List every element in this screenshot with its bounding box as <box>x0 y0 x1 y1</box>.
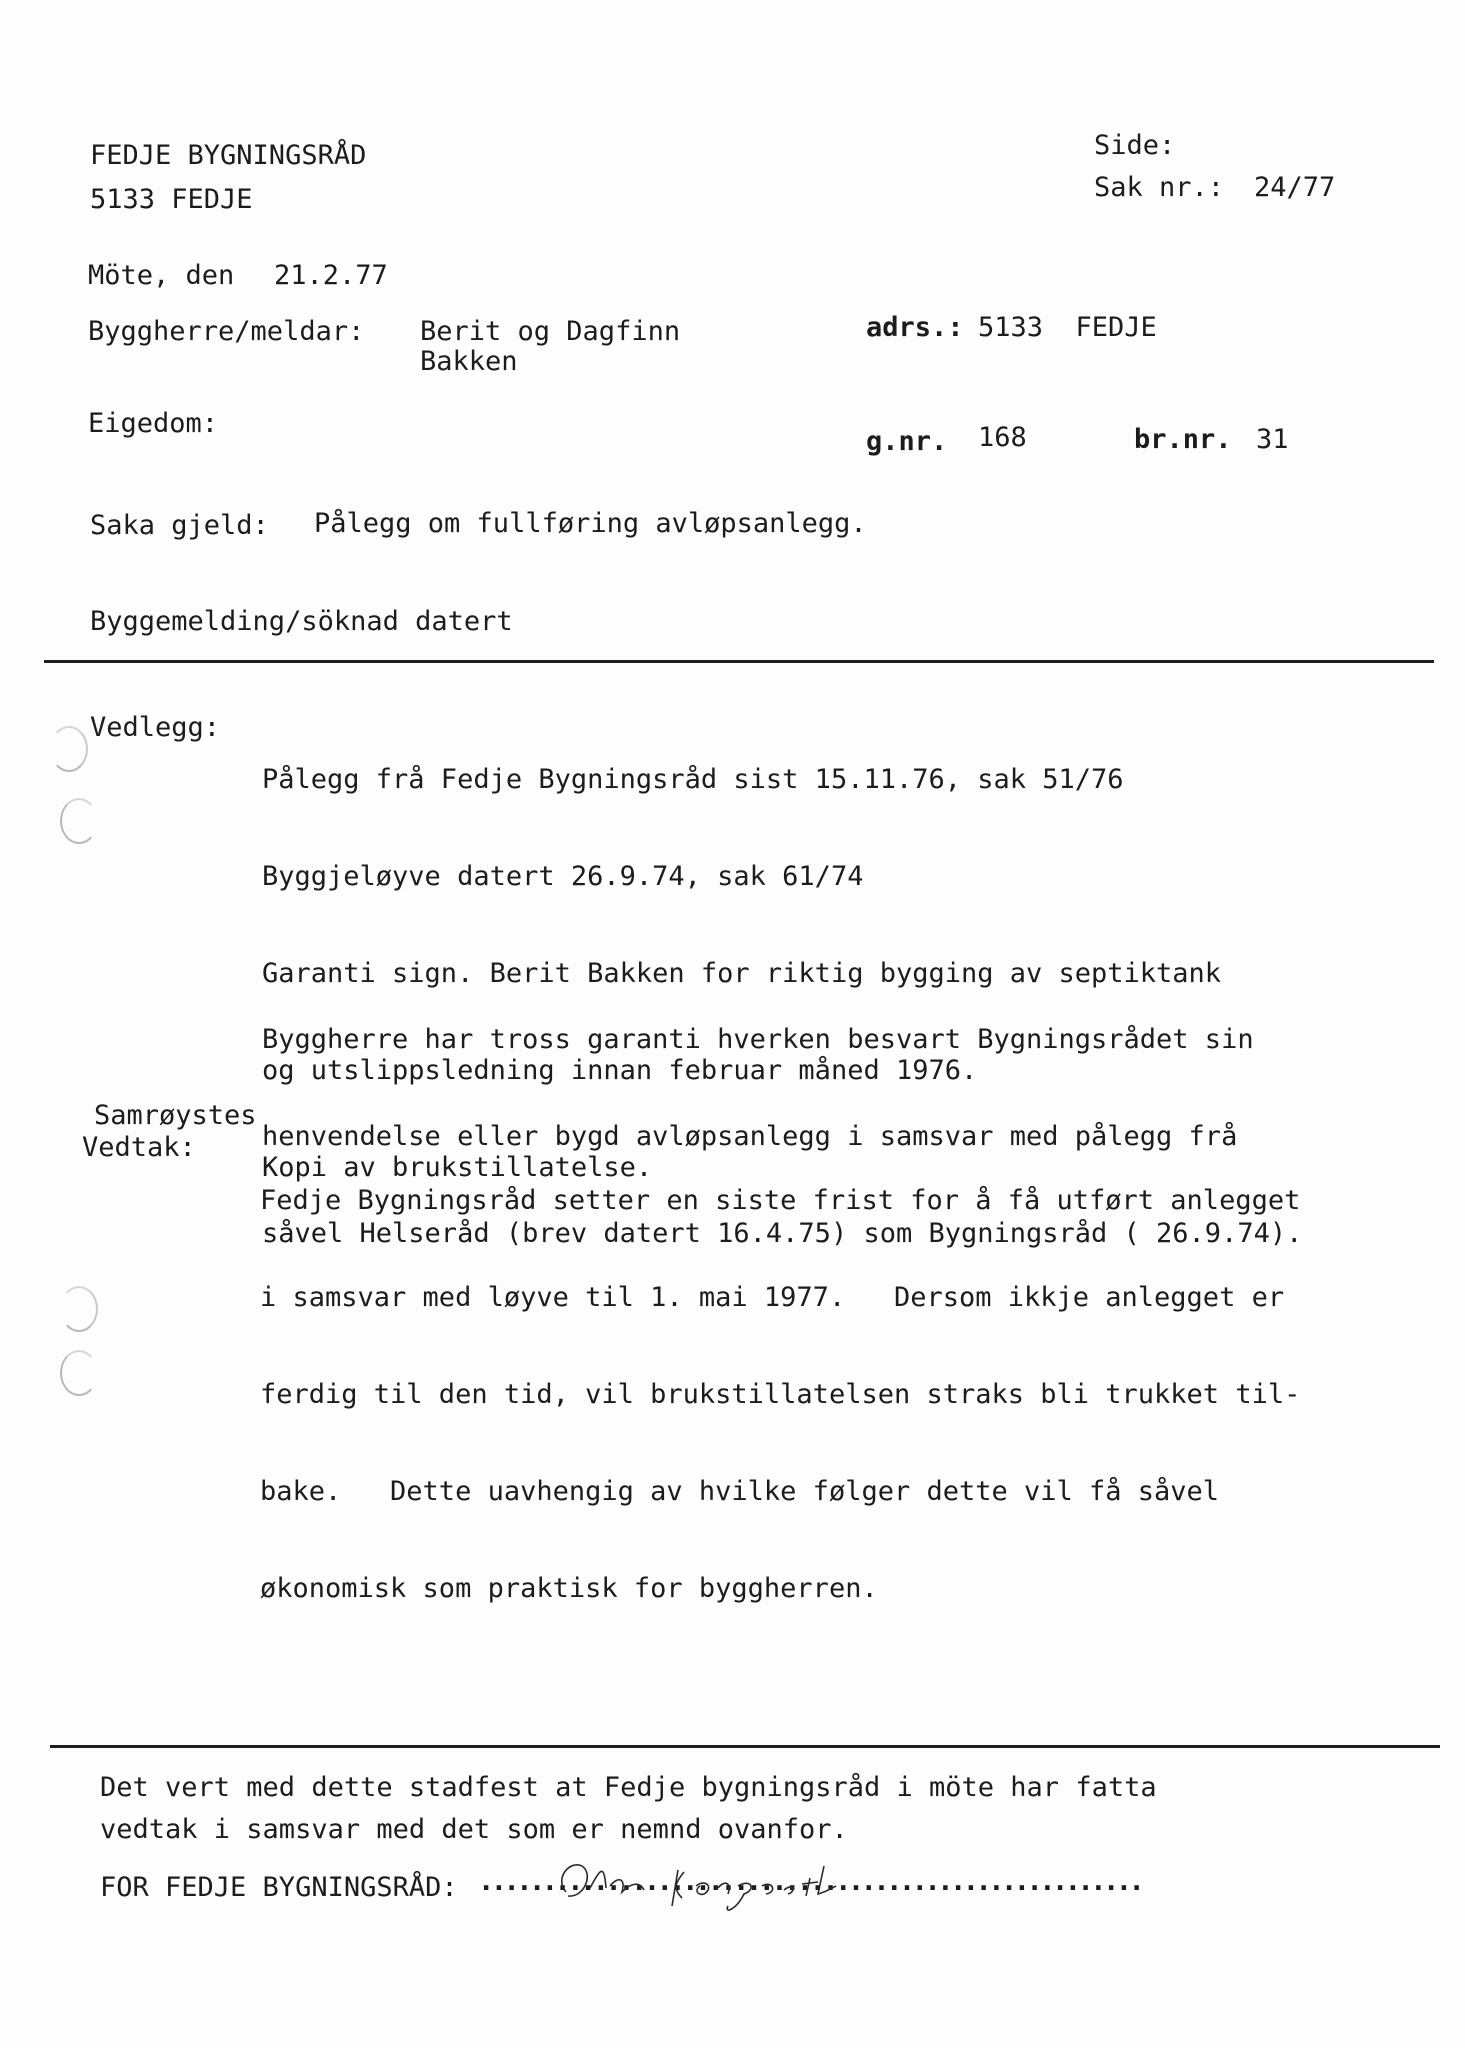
punch-hole-top <box>50 726 88 772</box>
gnr-value: 168 <box>978 422 1027 453</box>
attachment-line: og utslippsledning innan februar måned 1976. <box>262 1055 978 1086</box>
meeting-label: Möte, den <box>88 260 235 291</box>
decision-label: Vedtak: <box>82 1132 196 1163</box>
side-label: Side: <box>1094 130 1176 161</box>
attachment-line: Pålegg frå Fedje Bygningsråd sist 15.11.76, sak 51/76 <box>262 764 1124 795</box>
punch-hole-upper <box>60 798 98 844</box>
attachment-line: Kopi av brukstillatelse. <box>262 1152 653 1183</box>
section-divider <box>44 660 1434 663</box>
sak-number: 24/77 <box>1254 172 1336 203</box>
address-value: 5133 FEDJE <box>978 312 1157 343</box>
remarks-line: henvendelse eller bygd avløpsanlegg i samsvar med pålegg frå <box>262 1121 1238 1152</box>
decision-line: bake. Dette uavhengig av hvilke følger dette vil få såvel <box>260 1476 1220 1507</box>
attachment-line: Garanti sign. Berit Bakken for riktig bygging av septiktank <box>262 958 1222 989</box>
decision-line: i samsvar med løyve til 1. mai 1977. Dersom ikkje anlegget er <box>260 1282 1285 1313</box>
application-label: Byggemelding/söknad datert <box>90 606 513 637</box>
unanimous-label: Samrøystes <box>94 1100 257 1131</box>
address-label: adrs.: <box>866 312 964 343</box>
builder-name-line1: Berit og Dagfinn <box>420 316 681 347</box>
signature-drawing <box>548 1848 888 1918</box>
brnr-label: br.nr. <box>1134 424 1232 455</box>
certification-divider <box>50 1745 1440 1748</box>
remarks-line: såvel Helseråd (brev datert 16.4.75) som Bygningsråd ( 26.9.74). <box>262 1218 1303 1249</box>
property-label: Eigedom: <box>88 408 219 439</box>
attachment-line: Byggjeløyve datert 26.9.74, sak 61/74 <box>262 861 864 892</box>
brnr-value: 31 <box>1256 424 1289 455</box>
punch-hole-lower <box>60 1350 98 1396</box>
subject-value: Pålegg om fullføring avløpsanlegg. <box>314 508 867 539</box>
org-address: 5133 FEDJE <box>90 184 253 215</box>
decision-line: ferdig til den tid, vil brukstillatelsen straks bli trukket til- <box>260 1379 1301 1410</box>
remarks-line: Byggherre har tross garanti hverken besvart Bygningsrådet sin <box>262 1024 1254 1055</box>
attachments-label: Vedlegg: <box>90 712 221 743</box>
certification-line1: Det vert med dette stadfest at Fedje bygningsråd i möte har fatta <box>100 1772 1157 1803</box>
builder-label: Byggherre/meldar: <box>88 316 365 347</box>
org-name: FEDJE BYGNINGSRÅD <box>90 140 367 171</box>
punch-hole-middle <box>60 1286 98 1332</box>
gnr-label: g.nr. <box>866 426 948 457</box>
certification-line2: vedtak i samsvar med det som er nemnd ovanfor. <box>100 1814 848 1845</box>
subject-label: Saka gjeld: <box>90 510 269 541</box>
sak-label: Sak nr.: <box>1094 172 1225 203</box>
decision-line: Fedje Bygningsråd setter en siste frist for å få utført anlegget <box>260 1185 1301 1216</box>
signature-label: FOR FEDJE BYGNINGSRÅD: <box>100 1872 458 1903</box>
meeting-date: 21.2.77 <box>274 260 388 291</box>
decision-line: økonomisk som praktisk for byggherren. <box>260 1573 878 1604</box>
decision-paragraph <box>260 1133 1303 1672</box>
builder-name-line2: Bakken <box>420 346 518 377</box>
signature-dotted-line: .................................................... <box>478 1866 1142 1897</box>
handwritten-signature <box>548 1848 888 1918</box>
